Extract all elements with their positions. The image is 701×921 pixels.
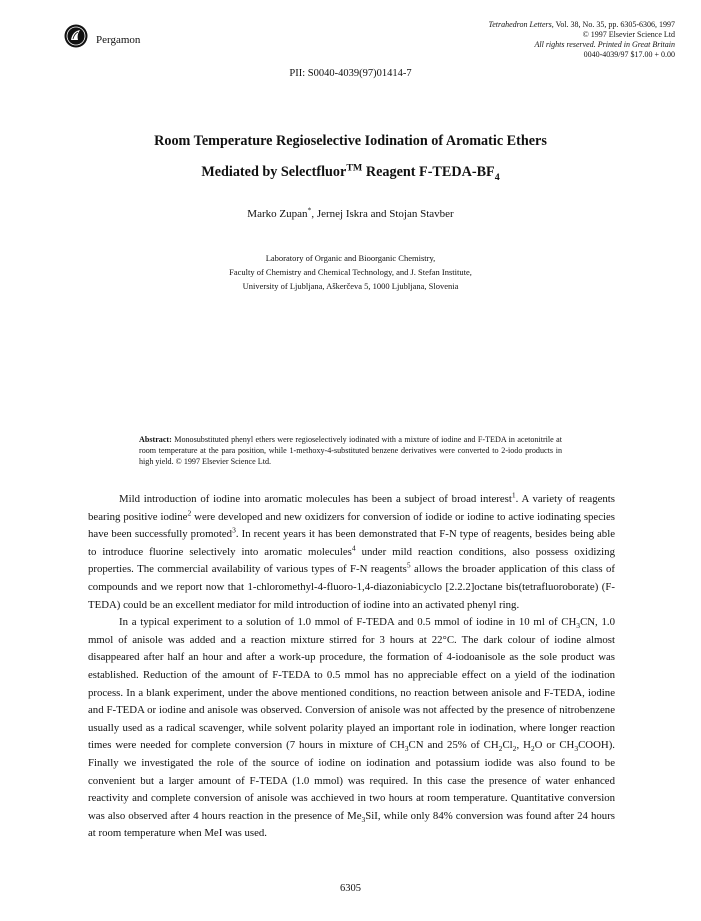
affiliation-line: Faculty of Chemistry and Chemical Technology, and J. Stefan Institute, (229, 267, 472, 277)
text-run: were developed and new oxidizers for conversion of iodide or iodine to active iodinating species have been successfully promoted (88, 510, 616, 541)
text-run: Mild introduction of iodine into aromatic molecules has been a subject of broad interest (119, 493, 512, 505)
title-subscript: 4 (494, 171, 500, 183)
text-run: In a typical experiment to a solution of 1.0 mmol of F-TEDA and 0.5 mmol of iodine in 10 ml of CH (119, 616, 577, 629)
paragraph-1 (88, 491, 615, 614)
affiliation-line: University of Ljubljana, Aškerčeva 5, 1000 Ljubljana, Slovenia (242, 281, 459, 291)
paper-title (40, 126, 661, 188)
text-run: Cl (502, 739, 513, 752)
chemical-subscript: 3 (574, 744, 579, 754)
abstract-text: Monosubstituted phenyl ethers were regioselectively iodinated with a mixture of iodine and F-TEDA in acetonitrile at room temperature at the para position, while 1-methoxy-4-substituted benzene derivatives were converted to 2-iodo products in high yield. © 1997 Elsevier Science Ltd. (139, 435, 562, 466)
publisher-name: Pergamon (96, 34, 141, 46)
text-run: COOH). Finally we investigated the role of the source of iodine on iodination and potassium iodide was also found to be convenient but a larger amount of F-TEDA (1.0 mmol) was required. In this case the presence of water enhanced reactivity and complete conversion of anisole was acchieved in two hours at room temperature. Quantitative conversion was also observed after 4 hours reaction in the presence of Me (88, 739, 615, 822)
chemical-subscript: 3 (361, 814, 366, 824)
text-run: allows the broader application of this class of compounds and we report now that 1-chloromethyl-4-fluoro-1,4-diazoniabicyclo [2.2.2]octane bis(tetrafluoroborate) (F-TEDA) could be an excellent mediator for mild introduction of iodine into an activated phenyl ring. (88, 563, 615, 611)
text-run: . A variety of reagents bearing positive iodine (88, 493, 616, 523)
affiliation (0, 251, 701, 293)
affiliation-line: Laboratory of Organic and Bioorganic Chemistry, (265, 253, 436, 263)
title-line-2 (40, 157, 661, 188)
text-run: . In recent years it has been demonstrated that F-N type of reagents, besides being able to introduce fluorine selectively into aromatic molecules (88, 528, 615, 558)
chemical-subscript: 3 (576, 621, 581, 631)
journal-meta (489, 20, 675, 60)
text-run: , H (516, 739, 531, 752)
abstract-label: Abstract: (139, 435, 172, 444)
rights-line: All rights reserved. Printed in Great Britain (534, 40, 675, 49)
text-run: SiI, while only 84% conversion was found after 24 hours at room temperature when MeI was used. (88, 809, 615, 840)
chemical-subscript: 2 (512, 744, 517, 754)
chemical-subscript: 2 (498, 744, 503, 754)
trademark-sup: TM (346, 162, 363, 174)
title-text: Mediated by Selectfluor (201, 164, 347, 180)
reference-mark: 2 (187, 508, 192, 517)
author-list (0, 205, 701, 220)
text-run: CN and 25% of CH (408, 739, 499, 752)
reference-mark: 5 (406, 560, 411, 570)
price-line: 0040-4039/97 $17.00 + 0.00 (583, 50, 675, 59)
pii-identifier: PII: S0040-4039(97)01414-7 (289, 68, 412, 79)
reference-mark: 1 (511, 490, 516, 500)
author-1: Marko Zupan (247, 208, 308, 220)
chemical-subscript: 2 (530, 744, 535, 754)
text-run: CN, 1.0 mmol of anisole was added and a reaction mixture stirred for 3 hours at 22°C. The dark colour of iodine almost disappeared after half an hour and after a work-up procedure, the formation of 4-iodoanisole as the sole product was established. Reduction of the amount of F-TEDA to 0.5 mmol has no appreciable effect on a yield of the iodination process. In a blank experiment, under the above mentioned conditions, no reaction between anisole and F-TEDA, iodine and F-TEDA or iodine and anisole was observed. Conversion of anisole was not affected by the presence of nitrobenzene usually used as a radical scavenger, while solvent polarity played an important role in iodination, where longer reaction times were needed for complete conversion (7 hours in mixture of CH (88, 616, 615, 752)
abstract (139, 434, 562, 467)
copyright-line: © 1997 Elsevier Science Ltd (582, 30, 675, 39)
text-run: O or CH (534, 739, 575, 752)
corresponding-mark: * (307, 205, 312, 215)
chemical-subscript: 3 (404, 744, 409, 754)
reference-mark: 3 (232, 525, 236, 535)
text-run: under mild reaction conditions, also possess oxidizing properties. The commercial availability of various types of F-N reagents (88, 545, 615, 576)
body-text (88, 491, 615, 843)
title-text-2: Reagent F-TEDA-BF (362, 164, 495, 180)
paragraph-2 (88, 614, 615, 843)
journal-citation (489, 20, 675, 30)
journal-name: Tetrahedron Letters (488, 20, 552, 29)
pergamon-logo-icon (64, 24, 88, 48)
page-number: 6305 (340, 883, 361, 894)
reference-mark: 4 (351, 543, 356, 553)
journal-volume: , Vol. 38, No. 35, pp. 6305-6306, 1997 (551, 20, 675, 29)
other-authors: , Jernej Iskra and Stojan Stavber (311, 208, 454, 220)
title-line-1: Room Temperature Regioselective Iodination of Aromatic Ethers (154, 133, 547, 149)
